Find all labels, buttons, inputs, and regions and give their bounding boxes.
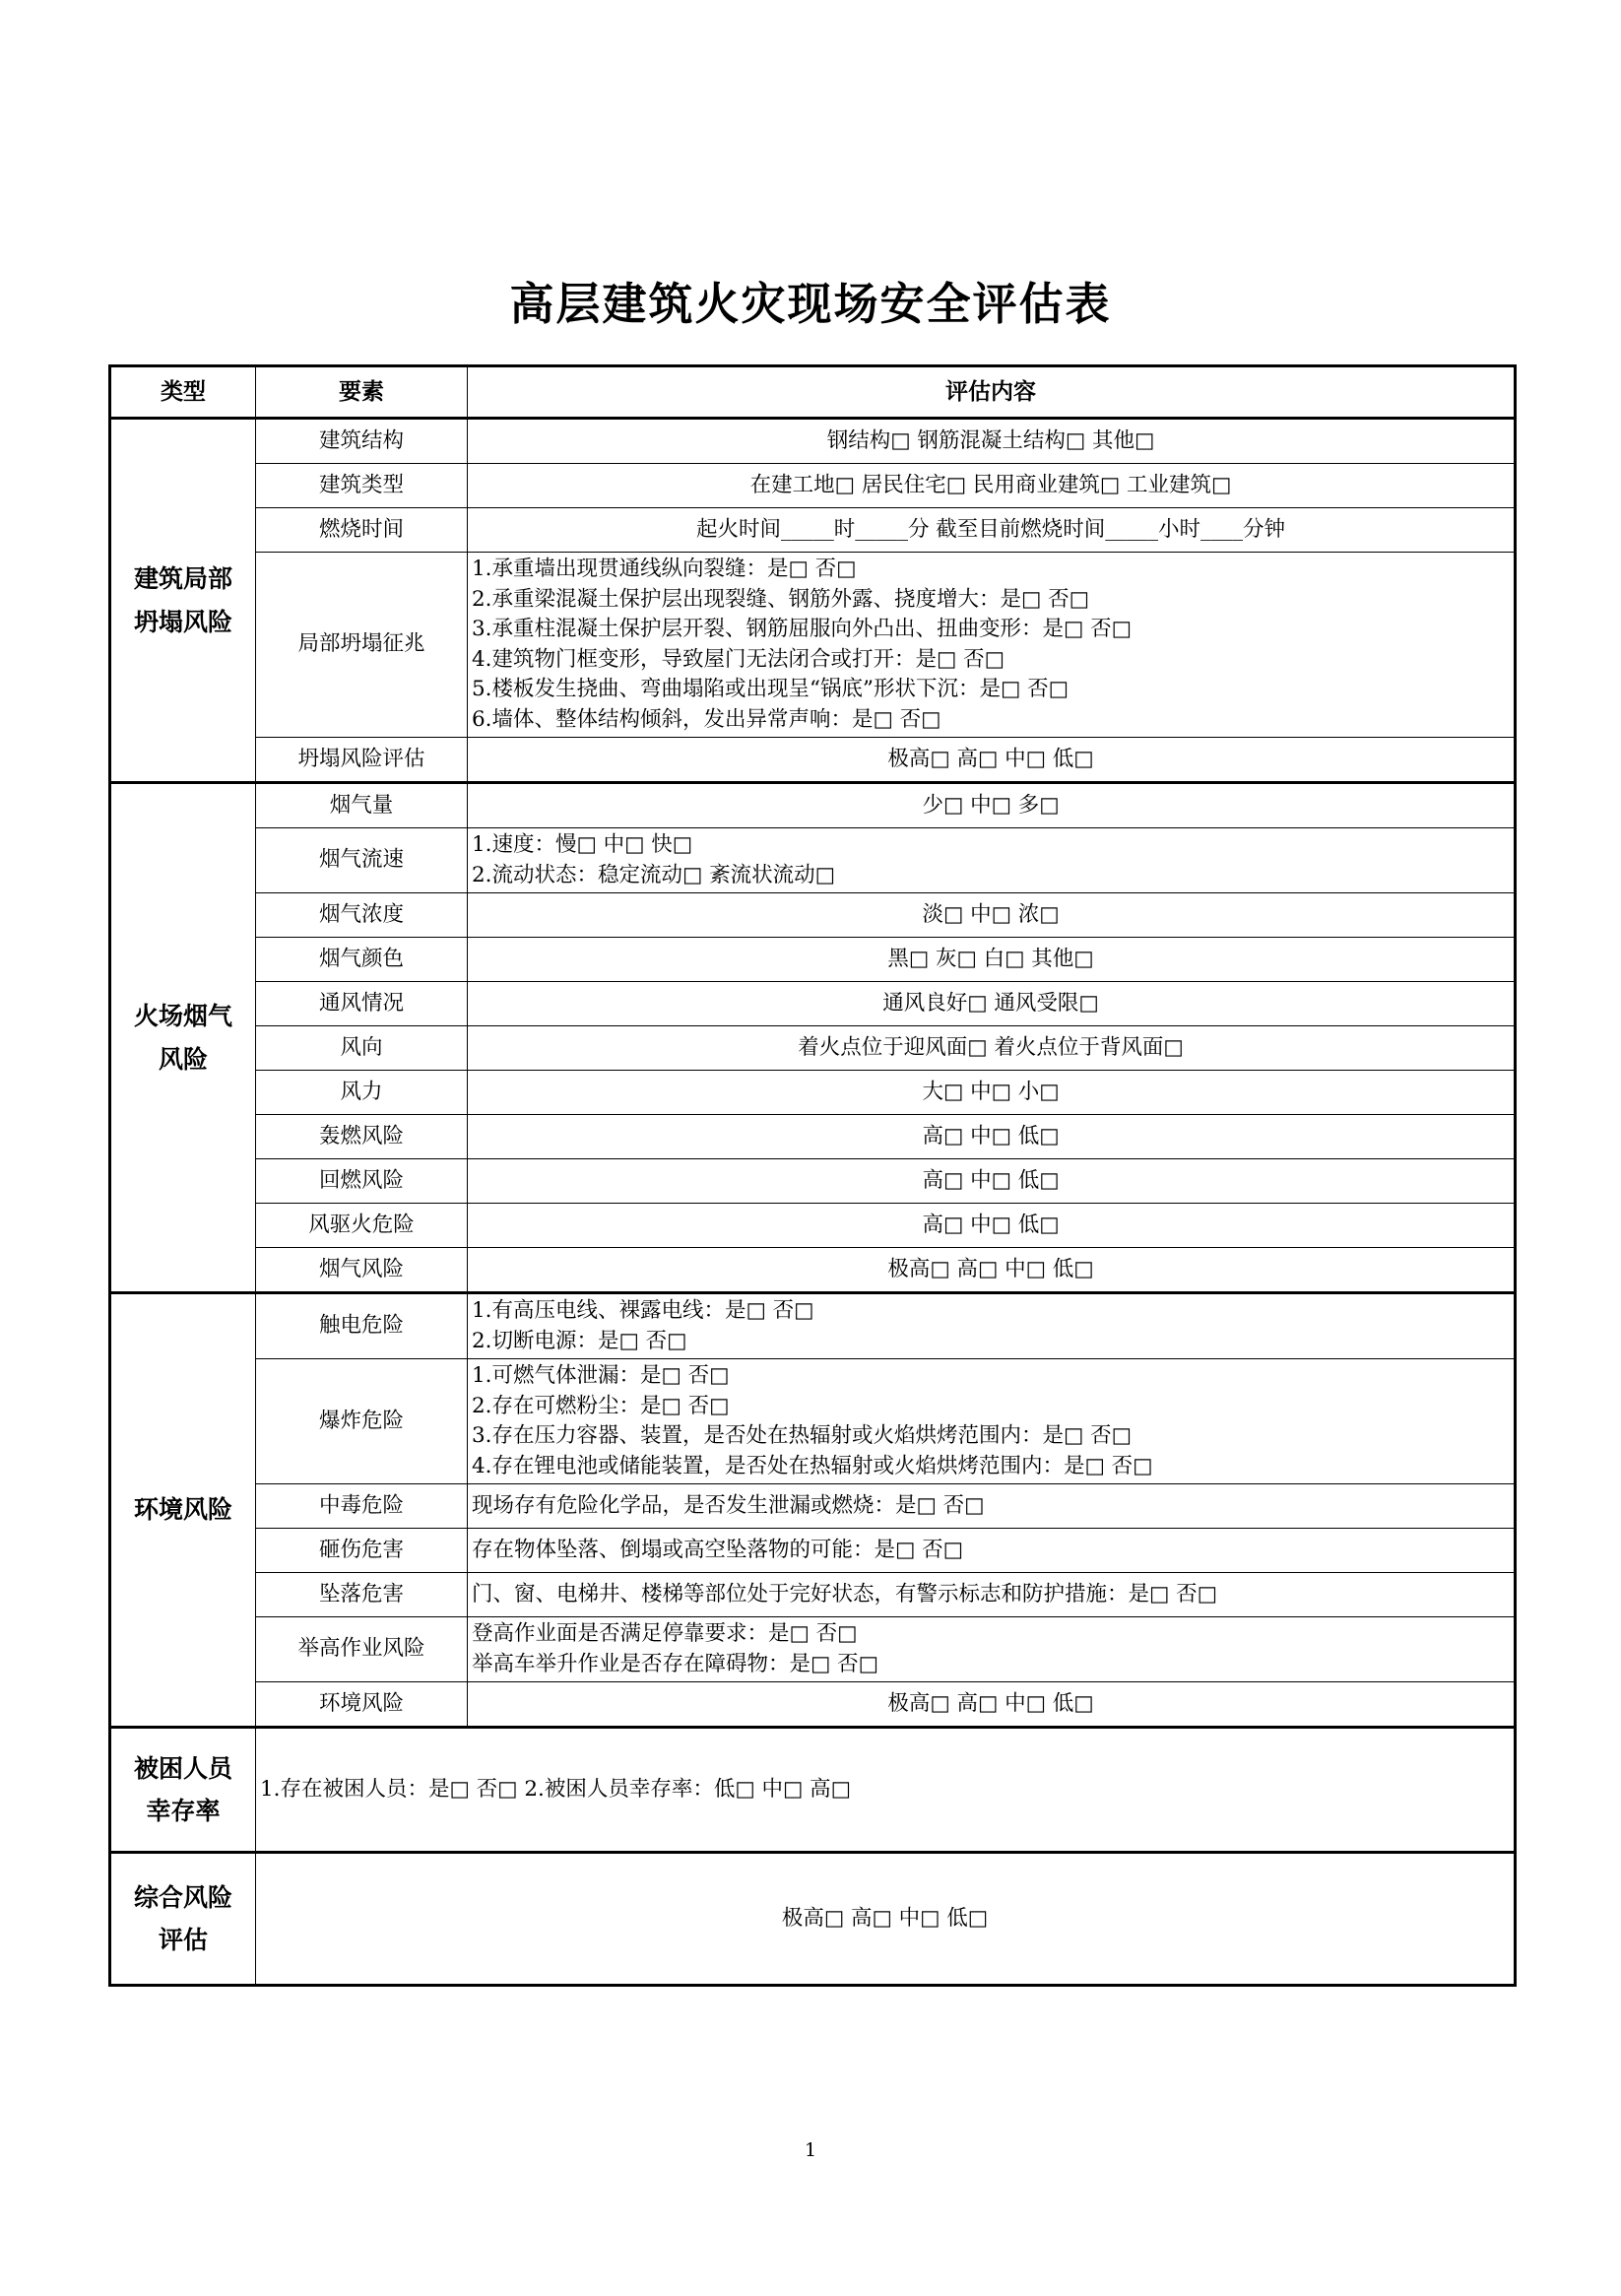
option-line[interactable]: 1.有高压电线、裸露电线：是□ 否□ [472, 1298, 814, 1324]
category-label-line1: 被困人员 [133, 1753, 232, 1783]
table-row [110, 1529, 1516, 1573]
content-wind-direction [468, 1026, 1516, 1071]
table-row [110, 1293, 1516, 1359]
option-line[interactable]: 2.流动状态：稳定流动□ 紊流状流动□ [472, 862, 835, 887]
table-row [110, 783, 1516, 828]
header-element: 要素 [256, 366, 468, 419]
option-line[interactable]: 2.被困人员幸存率：低□ 中□ 高□ [524, 1776, 851, 1802]
header-content: 评估内容 [468, 366, 1516, 419]
element-smoke-volume: 烟气量 [256, 783, 468, 828]
option-line[interactable]: 3.承重柱混凝土保护层开裂、钢筋屈服向外凸出、扭曲变形：是□ 否□ [472, 617, 1132, 642]
table-row [110, 1248, 1516, 1293]
element-smoke-density: 烟气浓度 [256, 893, 468, 938]
element-electric-shock: 触电危险 [256, 1293, 468, 1359]
table-row [110, 553, 1516, 738]
table-row [110, 464, 1516, 508]
category-label-line1: 火场烟气 [133, 1001, 232, 1030]
option-line[interactable]: 高□ 中□ 低□ [922, 1167, 1060, 1193]
content-trapped-survival [256, 1728, 1516, 1853]
table-row [110, 1204, 1516, 1248]
table-row [110, 1728, 1516, 1853]
element-environment-rating: 环境风险 [256, 1682, 468, 1728]
category-label-line2: 坍塌风险 [133, 607, 232, 636]
option-line[interactable]: 举高车举升作业是否存在障碍物：是□ 否□ [472, 1651, 878, 1676]
option-line[interactable]: 2.存在可燃粉尘：是□ 否□ [472, 1393, 730, 1418]
content-electric-shock [468, 1293, 1516, 1359]
category-label-line1: 环境风险 [133, 1495, 232, 1525]
table-row [110, 1573, 1516, 1617]
content-collapse-signs [468, 553, 1516, 738]
content-smoke-volume [468, 783, 1516, 828]
option-line[interactable]: 着火点位于迎风面□ 着火点位于背风面□ [798, 1034, 1184, 1060]
option-line[interactable]: 通风良好□ 通风受限□ [882, 990, 1099, 1016]
element-impact-injury: 砸伤危害 [256, 1529, 468, 1573]
option-line[interactable]: 高□ 中□ 低□ [922, 1123, 1060, 1148]
table-row [110, 893, 1516, 938]
table-row [110, 1115, 1516, 1159]
page-number: 1 [804, 2139, 817, 2161]
table-row [110, 1071, 1516, 1115]
category-collapse-risk [110, 419, 256, 783]
option-line[interactable]: 4.建筑物门框变形，导致屋门无法闭合或打开：是□ 否□ [472, 646, 1005, 672]
content-wind-force [468, 1071, 1516, 1115]
option-line[interactable]: 3.存在压力容器、装置，是否处在热辐射或火焰烘烤范围内：是□ 否□ [472, 1423, 1132, 1449]
assessment-form-table [108, 364, 1517, 1987]
content-wind-driven-fire-risk [468, 1204, 1516, 1248]
option-line[interactable]: 存在物体坠落、倒塌或高空坠落物的可能：是□ 否□ [472, 1537, 963, 1562]
content-smoke-velocity [468, 828, 1516, 893]
element-smoke-velocity: 烟气流速 [256, 828, 468, 893]
content-aerial-operation-risk [468, 1617, 1516, 1682]
table-row [110, 982, 1516, 1026]
element-building-structure: 建筑结构 [256, 419, 468, 464]
table-row [110, 1484, 1516, 1529]
table-row [110, 1159, 1516, 1204]
option-line[interactable]: 1.速度：慢□ 中□ 快□ [472, 832, 693, 858]
table-row [110, 828, 1516, 893]
element-wind-driven-fire-risk: 风驱火危险 [256, 1204, 468, 1248]
option-line[interactable]: 门、窗、电梯井、楼梯等部位处于完好状态，有警示标志和防护措施：是□ 否□ [472, 1581, 1217, 1607]
element-explosion-risk: 爆炸危险 [256, 1359, 468, 1484]
element-wind-direction: 风向 [256, 1026, 468, 1071]
category-smoke-risk [110, 783, 256, 1293]
option-line[interactable]: 4.存在锂电池或储能装置，是否处在热辐射或火焰烘烤范围内：是□ 否□ [472, 1453, 1153, 1478]
fill-in-line[interactable]: 起火时间_____时_____分 截至目前燃烧时间_____小时____分钟 [695, 516, 1286, 542]
content-environment-rating [468, 1682, 1516, 1728]
content-smoke-color [468, 938, 1516, 982]
category-overall-risk [110, 1853, 256, 1986]
option-line[interactable]: 登高作业面是否满足停靠要求：是□ 否□ [472, 1621, 858, 1647]
category-label-line2: 风险 [158, 1044, 208, 1074]
category-label-line2: 评估 [158, 1926, 208, 1955]
table-row [110, 938, 1516, 982]
option-line[interactable]: 极高□ 高□ 中□ 低□ [887, 1690, 1094, 1716]
page-title: 高层建筑火灾现场安全评估表 [509, 278, 1112, 330]
content-building-type [468, 464, 1516, 508]
option-line[interactable]: 5.楼板发生挠曲、弯曲塌陷或出现呈“锅底”形状下沉：是□ 否□ [472, 677, 1069, 702]
content-fall-hazard [468, 1573, 1516, 1617]
option-line[interactable]: 高□ 中□ 低□ [922, 1212, 1060, 1237]
element-smoke-rating: 烟气风险 [256, 1248, 468, 1293]
header-type: 类型 [110, 366, 256, 419]
option-line[interactable]: 极高□ 高□ 中□ 低□ [887, 1256, 1094, 1281]
element-ventilation: 通风情况 [256, 982, 468, 1026]
table-row [110, 1359, 1516, 1484]
content-burn-duration [468, 508, 1516, 553]
content-building-structure [468, 419, 1516, 464]
option-line[interactable]: 少□ 中□ 多□ [922, 792, 1060, 818]
option-line[interactable]: 钢结构□ 钢筋混凝土结构□ 其他□ [826, 427, 1155, 453]
option-line[interactable]: 1.存在被困人员：是□ 否□ [260, 1776, 518, 1802]
table-row [110, 1682, 1516, 1728]
content-ventilation [468, 982, 1516, 1026]
element-collapse-signs: 局部坍塌征兆 [256, 553, 468, 738]
content-collapse-rating [468, 738, 1516, 783]
element-backdraft-risk: 回燃风险 [256, 1159, 468, 1204]
content-smoke-rating [468, 1248, 1516, 1293]
table-row [110, 738, 1516, 783]
category-environment-risk [110, 1293, 256, 1728]
element-smoke-color: 烟气颜色 [256, 938, 468, 982]
table-row [110, 1617, 1516, 1682]
content-overall-risk [256, 1853, 1516, 1986]
content-flashover-risk [468, 1115, 1516, 1159]
category-trapped-survival [110, 1728, 256, 1853]
element-fall-hazard: 坠落危害 [256, 1573, 468, 1617]
table-row [110, 1026, 1516, 1071]
category-label-line1: 综合风险 [133, 1882, 232, 1912]
element-poisoning-risk: 中毒危险 [256, 1484, 468, 1529]
content-explosion-risk [468, 1359, 1516, 1484]
element-collapse-rating: 坍塌风险评估 [256, 738, 468, 783]
table-row [110, 419, 1516, 464]
table-header-row [110, 366, 1516, 419]
element-aerial-operation-risk: 举高作业风险 [256, 1617, 468, 1682]
option-line[interactable]: 6.墙体、整体结构倾斜，发出异常声响：是□ 否□ [472, 706, 941, 732]
option-line[interactable]: 黑□ 灰□ 白□ 其他□ [887, 946, 1094, 971]
option-line[interactable]: 2.承重梁混凝土保护层出现裂缝、钢筋外露、挠度增大：是□ 否□ [472, 586, 1089, 612]
element-wind-force: 风力 [256, 1071, 468, 1115]
table-row [110, 1853, 1516, 1986]
option-line[interactable]: 在建工地□ 居民住宅□ 民用商业建筑□ 工业建筑□ [749, 472, 1232, 497]
element-burn-duration: 燃烧时间 [256, 508, 468, 553]
content-poisoning-risk [468, 1484, 1516, 1529]
option-line[interactable]: 1.可燃气体泄漏：是□ 否□ [472, 1363, 730, 1389]
category-label-line2: 幸存率 [146, 1797, 221, 1826]
option-line[interactable]: 极高□ 高□ 中□ 低□ [887, 746, 1094, 771]
element-flashover-risk: 轰燃风险 [256, 1115, 468, 1159]
option-line[interactable]: 大□ 中□ 小□ [922, 1079, 1060, 1104]
table-row [110, 508, 1516, 553]
option-line[interactable]: 淡□ 中□ 浓□ [922, 901, 1060, 927]
content-backdraft-risk [468, 1159, 1516, 1204]
content-impact-injury [468, 1529, 1516, 1573]
option-line[interactable]: 2.切断电源：是□ 否□ [472, 1328, 687, 1353]
element-building-type: 建筑类型 [256, 464, 468, 508]
option-line[interactable]: 1.承重墙出现贯通线纵向裂缝：是□ 否□ [472, 557, 857, 581]
option-line[interactable]: 现场存有危险化学品，是否发生泄漏或燃烧：是□ 否□ [472, 1492, 985, 1518]
category-label-line1: 建筑局部 [133, 563, 232, 593]
content-smoke-density [468, 893, 1516, 938]
option-line[interactable]: 极高□ 高□ 中□ 低□ [781, 1905, 989, 1931]
